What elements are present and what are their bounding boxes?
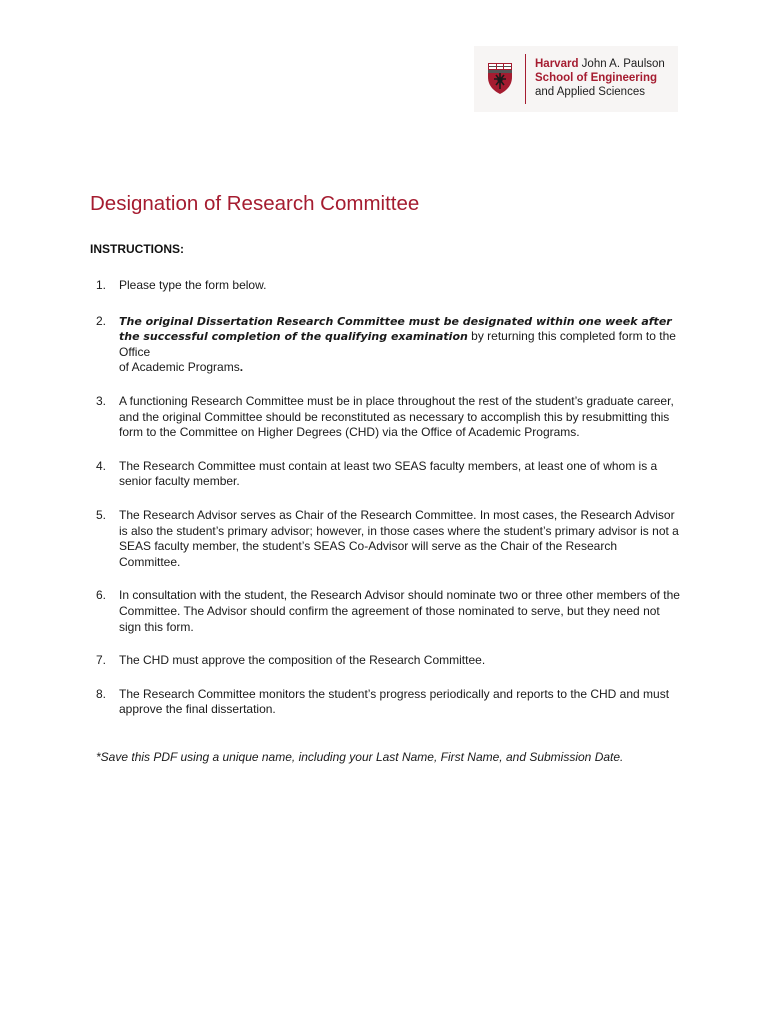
list-item [90,687,680,718]
list-item-number: 7. [96,653,107,668]
list-item-text: The Research Committee must contain at least two SEAS faculty members, at least one of whom is a senior faculty member. [119,458,658,489]
list-item [90,459,680,490]
list-item [90,314,680,376]
list-item [90,653,680,669]
logo-paulson-text: John A. Paulson [581,58,665,70]
logo-divider [525,54,526,104]
logo-harvard-text: Harvard [535,58,579,70]
list-item-number: 1. [96,278,107,292]
list-item [90,508,680,570]
list-item-emphasis: The original Dissertation Research Committee must be designated within one week after the successful completion of the qualifying examination [119,314,672,344]
list-item-period: . [239,360,244,375]
logo-wordmark [535,57,665,99]
list-item-number: 8. [96,686,107,701]
list-item-text-part: of Academic Programs [119,360,240,375]
save-note: *Save this PDF using a unique name, including your Last Name, First Name, and Submission Date. [96,750,624,764]
list-item-text: A functioning Research Committee must be in place throughout the rest of the student’s graduate career, and the original Committee should be reconstituted as necessary to accomplish this by resubmitting this form to the Committee on Higher Degrees (CHD) via the Office of Academic Programs. [119,393,674,440]
list-item-text: The Research Advisor serves as Chair of the Research Committee. In most cases, the Research Advisor is also the student’s primary advisor; however, in those cases where the student’s primary advisor is not a SEAS faculty member, the student’s SEAS Co-Advisor will serve as the Chair of the Research Committee. [119,507,679,569]
instructions-list [90,278,680,718]
harvard-seas-logo [474,46,678,112]
list-item-text: by returning this completed form to the Office [119,329,676,359]
logo-school-text: School of Engineering [535,72,658,84]
list-item-number: 2. [96,313,107,328]
list-item-number: 4. [96,458,107,473]
list-item-number: 3. [96,393,107,408]
list-item-number: 6. [96,588,107,603]
document-title: Designation of Research Committee [90,192,420,215]
list-item-text: The CHD must approve the composition of the Research Committee. [119,653,486,668]
list-item-number: 5. [96,507,107,522]
instructions-heading: INSTRUCTIONS: [90,242,184,256]
list-item-text: The Research Committee monitors the student’s progress periodically and reports to the CHD and must approve the final dissertation. [119,686,670,717]
list-item [90,588,680,635]
list-item-text-continued [119,360,680,376]
list-item [90,278,680,294]
list-item-text: Please type the form below. [119,278,267,292]
harvard-shield-icon [487,61,513,95]
list-item [90,394,680,441]
list-item-text: In consultation with the student, the Research Advisor should nominate two or three other members of the Committee. The Advisor should confirm the agreement of those nominated to serve, but they need not sign this form. [119,588,680,634]
logo-applied-text: and Applied Sciences [535,86,645,98]
